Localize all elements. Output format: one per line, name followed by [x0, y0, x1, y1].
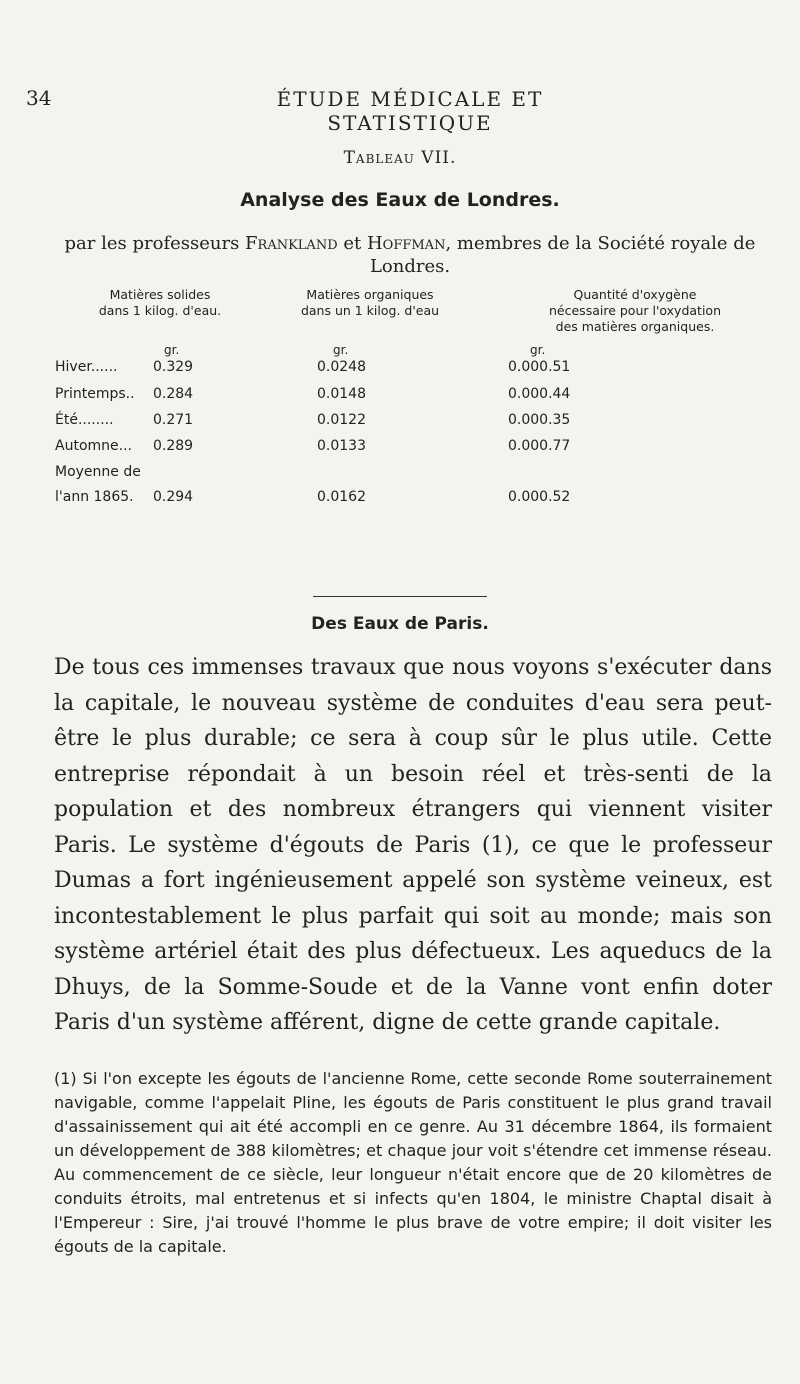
body-paragraph: De tous ces immenses travaux que nous voyons s'exécuter dans la capitale, le nouveau système de conduites d'eau sera peut-être le plus durable; ce sera à coup sûr le plus utile. Cette entreprise répondait à un besoin réel et très-senti de la population et des nombreux étrangers qui viennent visiter Paris. Le système d'égouts de Paris (1), ce que le professeur Dumas a fort ingénieusement appelé son système veineux, est incontestablement le plus parfait qui soit au monde; mais son système artériel était des plus défectueux. Les aqueducs de la Dhuys, de la Somme-Soude et de la Vanne vont enfin doter Paris d'un système afférent, digne de cette grande capitale.: [54, 655, 772, 1035]
authors-line: [40, 232, 780, 278]
season-cell-line1: Moyenne de: [55, 464, 141, 480]
column-header-organic-line2: dans un 1 kilog. d'eau: [300, 303, 440, 318]
oxygen-cell: 0.000.35: [508, 412, 571, 428]
organic-cell: 0.0148: [317, 386, 366, 402]
column-header-solids-line1: Matières solides: [109, 287, 211, 302]
season-cell: Printemps..: [55, 386, 135, 402]
season-cell: l'ann 1865.: [55, 489, 134, 505]
solids-cell: 0.271: [153, 412, 194, 428]
solids-cell: 0.289: [153, 438, 194, 454]
organic-cell: 0.0162: [317, 489, 366, 505]
oxygen-cell: 0.000.52: [508, 489, 571, 505]
section-divider: [313, 596, 487, 597]
author-frankland: Frankland: [245, 233, 338, 254]
section-title-paris: Des Eaux de Paris.: [311, 614, 489, 634]
authors-pre: par les professeurs: [64, 233, 246, 254]
author-hoffman: Hoffman: [366, 233, 446, 254]
column-header-organic: [265, 287, 475, 319]
table-label: Tableau VII.: [343, 148, 457, 168]
column-header-oxygen-line1: Quantité d'oxygène: [573, 287, 697, 302]
running-title: ÉTUDE MÉDICALE ET STATISTIQUE: [276, 87, 544, 135]
oxygen-cell: 0.000.51: [508, 359, 571, 375]
table-row: [0, 489, 800, 513]
unit-oxygen: gr.: [530, 343, 546, 357]
table-title: Analyse des Eaux de Londres.: [240, 189, 560, 211]
column-header-solids: [80, 287, 240, 319]
column-header-oxygen-line3: des matières organiques.: [555, 319, 715, 334]
solids-cell: 0.294: [153, 489, 194, 505]
table-row: [0, 412, 800, 436]
season-cell: Hiver......: [55, 359, 118, 375]
table-row-label: [0, 464, 800, 486]
table-row: [0, 438, 800, 462]
organic-cell: 0.0122: [317, 412, 366, 428]
column-header-oxygen-line2: nécessaire pour l'oxydation: [549, 303, 721, 318]
table-row: [0, 359, 800, 383]
footnote: (1) Si l'on excepte les égouts de l'ancienne Rome, cette seconde Rome souterrainement navigable, comme l'appelait Pline, les égouts de Paris constituent le plus grand travail d'assainissement qui ait été accompli en ce genre. Au 31 décembre 1864, ils formaient un développement de 388 kilomètres; et chaque jour voit s'étendre cet immense réseau. Au commencement de ce siècle, leur longueur n'était encore que de 20 kilomètres de conduits étroits, mal entretenus et si infects qu'en 1804, le ministre Chaptal disait à l'Empereur : Sire, j'ai trouvé l'homme le plus brave de votre empire; il doit visiter les égouts de la capitale.: [54, 1069, 772, 1256]
organic-cell: 0.0248: [317, 359, 366, 375]
unit-organic: gr.: [333, 343, 349, 357]
column-header-solids-line2: dans 1 kilog. d'eau.: [98, 303, 222, 318]
organic-cell: 0.0133: [317, 438, 366, 454]
solids-cell: 0.329: [153, 359, 194, 375]
column-header-organic-line1: Matières organiques: [306, 287, 434, 302]
season-cell: Automne...: [55, 438, 132, 454]
oxygen-cell: 0.000.77: [508, 438, 571, 454]
season-cell: Été........: [55, 412, 114, 428]
authors-post: , membres de la Société royale de Londres.: [369, 233, 756, 277]
table-row: [0, 386, 800, 410]
column-header-oxygen: [490, 287, 780, 335]
authors-mid: et: [337, 233, 367, 254]
unit-solids: gr.: [164, 343, 180, 357]
solids-cell: 0.284: [153, 386, 194, 402]
page-number: 34: [26, 86, 52, 110]
oxygen-cell: 0.000.44: [508, 386, 571, 402]
